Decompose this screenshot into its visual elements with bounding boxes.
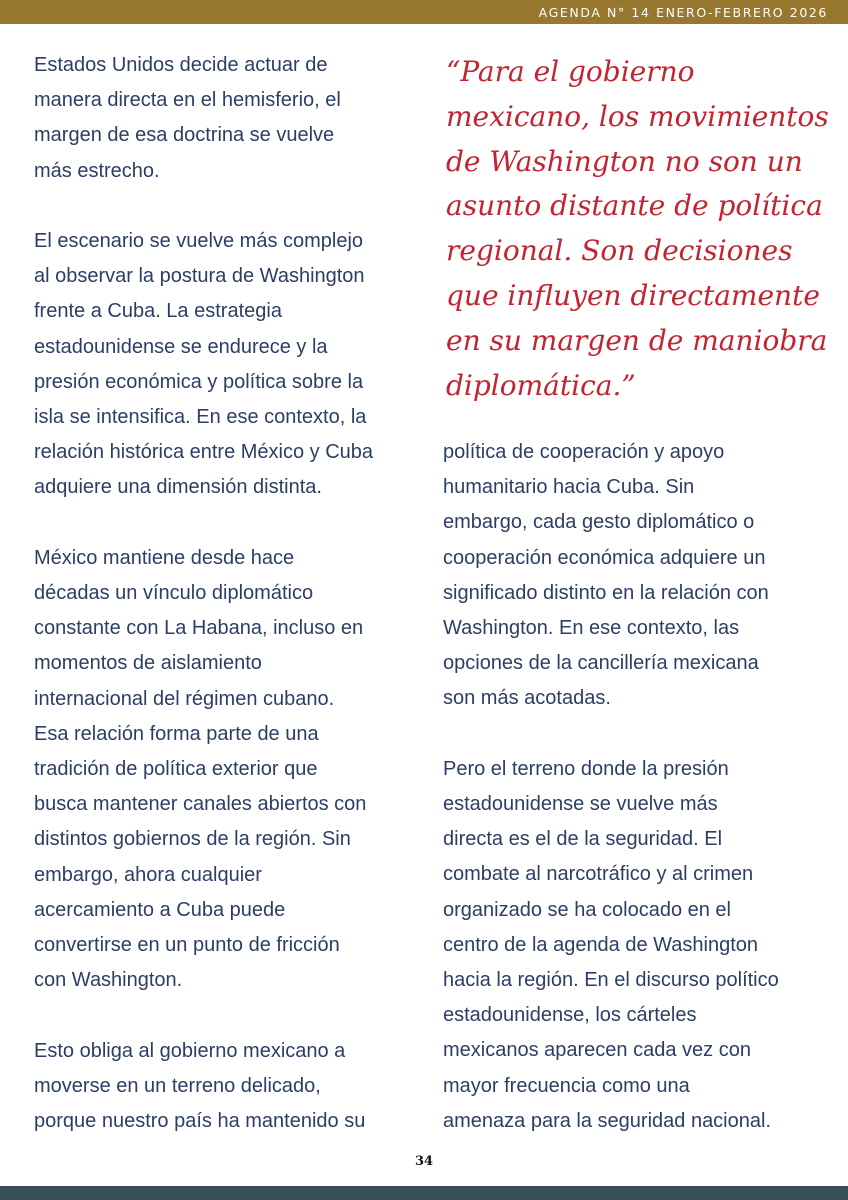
paragraph	[34, 1034, 414, 1140]
footer-bar	[0, 1186, 848, 1200]
text-line: adquiere una dimensión distinta.	[34, 476, 322, 499]
text-line: margen de esa doctrina se vuelve	[34, 124, 335, 147]
header-issue-label: AGENDA N° 14 ENERO-FEBRERO 2026	[538, 5, 828, 20]
paragraph	[34, 48, 414, 189]
text-line: política de cooperación y apoyo	[443, 441, 725, 463]
quote-line: diplomática.”	[446, 368, 636, 402]
text-line: hacia la región. En el discurso político	[443, 969, 779, 992]
text-line: mexicanos aparecen cada vez con	[443, 1039, 751, 1062]
text-line: estadounidense, los cárteles	[443, 1004, 697, 1027]
text-line: frente a Cuba. La estrategia	[34, 300, 282, 323]
text-line: busca mantener canales abiertos con	[34, 793, 367, 816]
quote-line: regional. Son decisiones	[446, 234, 793, 268]
text-line: constante con La Habana, incluso en	[34, 617, 364, 640]
text-line: Esto obliga al gobierno mexicano a	[34, 1039, 346, 1062]
text-line: humanitario hacia Cuba. Sin	[443, 476, 695, 499]
text-line: momentos de aislamiento	[34, 652, 262, 675]
page-number: 34	[414, 1154, 434, 1169]
text-line: México mantiene desde hace	[34, 546, 295, 569]
quote-line: asunto distante de política	[446, 189, 823, 223]
text-line: tradición de política exterior que	[34, 758, 318, 781]
text-line: internacional del régimen cubano.	[34, 687, 335, 710]
text-line: convertirse en un punto de fricción	[34, 934, 340, 957]
paragraph	[443, 435, 823, 717]
text-line: relación histórica entre México y Cuba	[34, 441, 374, 464]
right-column	[443, 435, 823, 1174]
text-line: cooperación económica adquiere un	[443, 546, 766, 569]
text-line: presión económica y política sobre la	[34, 370, 364, 393]
text-line: Estados Unidos decide actuar de	[34, 54, 328, 76]
text-line: El escenario se vuelve más complejo	[34, 230, 364, 252]
paragraph	[34, 541, 414, 999]
text-line: más estrecho.	[34, 159, 160, 182]
left-column	[34, 48, 414, 1174]
quote-line: de Washington no son un	[446, 144, 803, 178]
text-line: Pero el terreno donde la presión	[443, 757, 729, 780]
text-line: mayor frecuencia como una	[443, 1074, 690, 1097]
text-line: estadounidense se vuelve más	[443, 793, 718, 816]
text-line: porque nuestro país ha mantenido su	[34, 1110, 366, 1133]
text-line: moverse en un terreno delicado,	[34, 1074, 321, 1097]
text-line: opciones de la cancillería mexicana	[443, 652, 759, 675]
text-line: combate al narcotráfico y al crimen	[443, 863, 754, 886]
paragraph	[443, 752, 823, 1139]
text-line: centro de la agenda de Washington	[443, 933, 759, 956]
pull-quote	[446, 50, 829, 408]
text-line: manera directa en el hemisferio, el	[34, 89, 341, 112]
text-line: Washington. En ese contexto, las	[443, 617, 740, 640]
text-line: directa es el de la seguridad. El	[443, 828, 723, 851]
header-bar	[0, 0, 848, 24]
text-line: isla se intensifica. En ese contexto, la	[34, 406, 367, 429]
text-line: embargo, cada gesto diplomático o	[443, 511, 755, 534]
text-line: distintos gobiernos de la región. Sin	[34, 828, 351, 851]
quote-line: “Para el gobierno	[446, 55, 695, 88]
quote-line: en su margen de maniobra	[446, 323, 828, 357]
text-line: Esa relación forma parte de una	[34, 722, 319, 745]
quote-line: mexicano, los movimientos	[446, 99, 829, 133]
text-line: significado distinto en la relación con	[443, 581, 769, 604]
text-line: amenaza para la seguridad nacional.	[443, 1109, 771, 1132]
paragraph	[34, 224, 414, 506]
text-line: al observar la postura de Washington	[34, 265, 365, 288]
text-line: son más acotadas.	[443, 687, 611, 710]
text-line: décadas un vínculo diplomático	[34, 582, 314, 605]
text-line: acercamiento a Cuba puede	[34, 898, 286, 921]
text-line: organizado se ha colocado en el	[443, 898, 731, 921]
quote-line: que influyen directamente	[446, 278, 820, 312]
text-line: estadounidense se endurece y la	[34, 335, 328, 358]
text-line: con Washington.	[34, 969, 183, 992]
text-line: embargo, ahora cualquier	[34, 863, 262, 886]
